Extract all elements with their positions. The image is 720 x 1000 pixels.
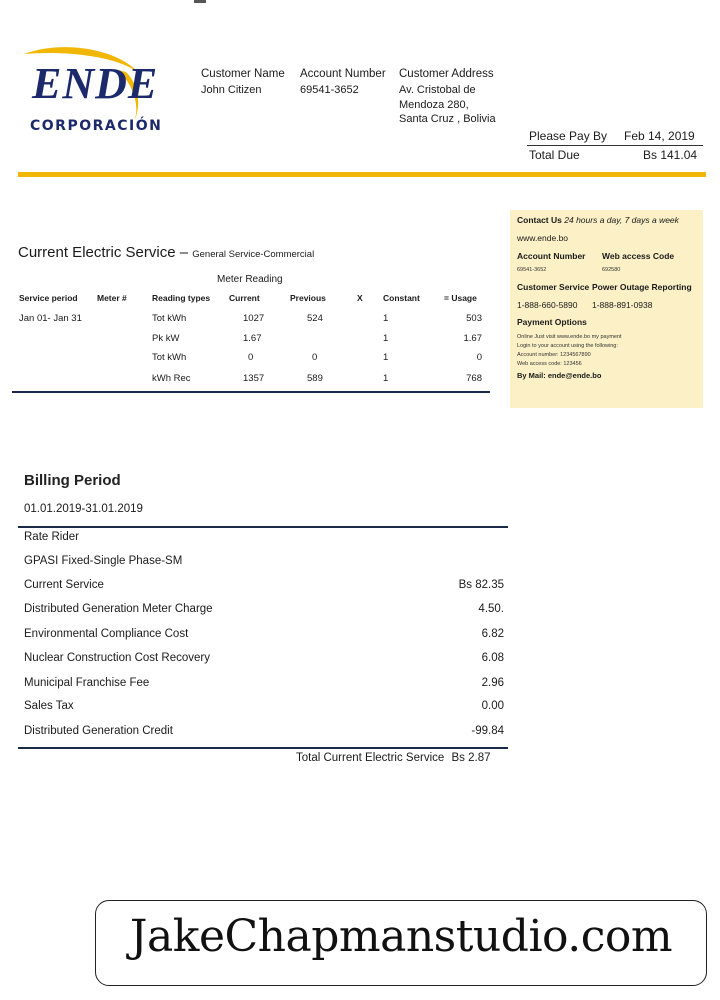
service-period-value: Jan 01- Jan 31	[19, 313, 82, 324]
table-row-constant: 1	[383, 352, 389, 363]
billing-period: 01.01.2019-31.01.2019	[24, 503, 143, 515]
pay-divider	[527, 145, 703, 146]
table-row-current: 1.67	[243, 333, 262, 344]
bill-item-label: Sales Tax	[24, 700, 74, 712]
billing-total-amount: Bs 2.87	[451, 752, 491, 764]
table-row-previous: 589	[307, 373, 323, 384]
bill-item-label: Nuclear Construction Cost Recovery	[24, 652, 210, 664]
contact-website[interactable]: www.ende.bo	[517, 233, 569, 243]
bill-item-amount: 6.08	[481, 652, 504, 664]
table-row-previous: 524	[307, 313, 323, 324]
col-service-period: Service period	[19, 293, 78, 303]
service-table-bottom-rule	[12, 391, 490, 393]
please-pay-by-label: Please Pay By	[529, 129, 608, 143]
col-reading-types: Reading types	[152, 293, 211, 303]
billing-bottom-rule	[18, 747, 508, 749]
table-row-previous: 0	[312, 352, 318, 363]
address-line-1: Av. Cristobal de	[399, 84, 476, 96]
contact-hours: 24 hours a day, 7 days a week	[564, 215, 679, 225]
bill-item-amount: 2.96	[481, 677, 504, 689]
payment-options-label: Payment Options	[517, 317, 587, 327]
bill-item-amount: -99.84	[471, 725, 504, 737]
ende-logo	[22, 40, 182, 140]
contact-us-label: Contact Us	[517, 215, 562, 225]
bill-item-label: Distributed Generation Credit	[24, 725, 173, 737]
customer-name: John Citizen	[201, 84, 262, 96]
online-payment-line-4: Web access code: 123456	[517, 361, 582, 367]
table-row-constant: 1	[383, 373, 389, 384]
online-payment-line-3: Account number: 1234567890	[517, 352, 591, 358]
customer-name-label: Customer Name	[201, 68, 285, 80]
col-current: Current	[229, 293, 260, 303]
watermark-text: JakeChapmanstudio.com	[129, 911, 673, 962]
please-pay-by-date: Feb 14, 2019	[624, 129, 695, 143]
bill-item-label: Municipal Franchise Fee	[24, 677, 150, 689]
contact-account-number-label: Account Number	[517, 251, 586, 261]
address-line-2: Mendoza 280,	[399, 99, 469, 111]
by-mail-line: By Mail: ende@ende.bo	[517, 371, 602, 380]
online-payment-line-2: Login to your account using the following:	[517, 343, 618, 349]
service-subtitle: General Service-Commercial	[192, 249, 315, 260]
col-previous: Previous	[290, 293, 326, 303]
customer-service-label: Customer Service	[517, 282, 590, 292]
outage-reporting-label: Power Outage Reporting	[592, 282, 692, 292]
bill-item-amount: 0.00	[481, 700, 504, 712]
bill-item-label: Current Service	[24, 579, 104, 591]
table-row-current: 1357	[243, 373, 265, 384]
table-row-usage: 503	[466, 313, 482, 324]
service-title-line	[18, 244, 314, 261]
bill-item-label: Environmental Compliance Cost	[24, 628, 189, 640]
col-meter: Meter #	[97, 293, 127, 303]
table-row-current: 1027	[243, 313, 265, 324]
table-row-constant: 1	[383, 333, 389, 344]
billing-top-rule	[18, 526, 508, 528]
table-row-usage: 768	[466, 373, 482, 384]
account-number-label: Account Number	[300, 68, 386, 80]
bill-item-amount: 6.82	[481, 628, 504, 640]
logo-subtitle: CORPORACIÓN	[30, 118, 163, 134]
table-row-usage: 1.67	[463, 333, 482, 344]
watermark-badge	[95, 900, 707, 986]
bill-item-label: Distributed Generation Meter Charge	[24, 603, 213, 615]
customer-address-label: Customer Address	[399, 68, 494, 80]
total-due-amount: Bs 141.04	[643, 148, 698, 162]
page-top-mark	[194, 0, 206, 3]
service-title: Current Electric Service –	[18, 244, 189, 261]
customer-service-phone: 1-888-660-5890	[517, 300, 578, 310]
contact-box	[510, 210, 703, 408]
billing-total-line	[296, 752, 490, 764]
bill-item-amount: Bs 82.35	[458, 579, 504, 591]
contact-web-access-label: Web access Code	[602, 251, 675, 261]
header-accent-bar	[18, 172, 706, 177]
account-number: 69541-3652	[300, 84, 359, 96]
contact-web-access-code: 692580	[602, 267, 621, 273]
bill-item-label: Rate Rider	[24, 531, 79, 543]
contact-us-line	[517, 215, 679, 225]
table-row-type: kWh Rec	[152, 373, 191, 384]
table-row-type: Tot kWh	[152, 313, 187, 324]
table-row-type: Pk kW	[152, 333, 180, 344]
table-row-current: 0	[248, 352, 254, 363]
logo-wordmark: ENDE	[32, 59, 159, 108]
meter-reading-label: Meter Reading	[217, 274, 283, 285]
outage-phone: 1-888-891-0938	[592, 300, 653, 310]
table-row-usage: 0	[476, 352, 482, 363]
bill-item-label: GPASI Fixed-Single Phase-SM	[24, 555, 183, 567]
bill-item-amount: 4.50.	[478, 603, 504, 615]
contact-account-number: 69541-3652	[517, 267, 547, 273]
table-row-type: Tot kWh	[152, 352, 187, 363]
online-payment-line-1: Online Just visit www.ende.bo my payment	[517, 334, 622, 340]
address-line-3: Santa Cruz , Bolivia	[399, 113, 496, 125]
billing-title: Billing Period	[24, 472, 121, 489]
total-due-label: Total Due	[529, 148, 580, 162]
col-x: X	[357, 293, 363, 303]
col-usage: = Usage	[444, 293, 477, 303]
col-constant: Constant	[383, 293, 420, 303]
table-row-constant: 1	[383, 313, 389, 324]
billing-total-label: Total Current Electric Service	[296, 752, 445, 764]
